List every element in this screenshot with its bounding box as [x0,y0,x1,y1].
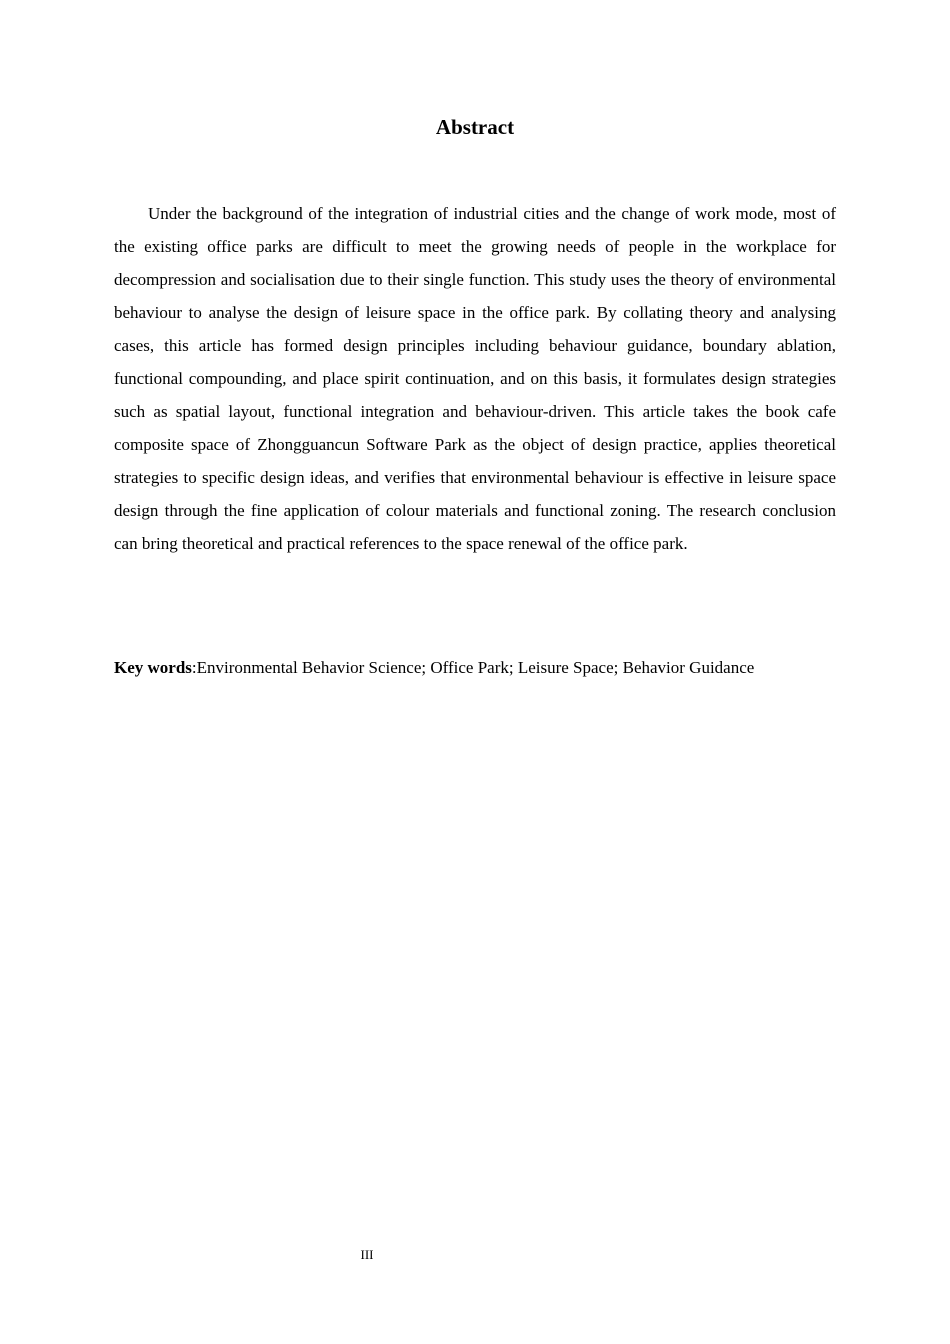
keywords-text: Environmental Behavior Science; Office Park; Leisure Space; Behavior Guidance [196,658,755,677]
keywords-label: Key words [114,658,192,677]
abstract-paragraph: Under the background of the integration of industrial cities and the change of work mode, most of the existing office parks are difficult to meet the growing needs of people in the workplace for decompression and socialisation due to their single function. This study uses the theory of environmental behaviour to analyse the design of leisure space in the office park. By collating theory and analysing cases, this article has formed design principles including behaviour guidance, boundary ablation, functional compounding, and place spirit continuation, and on this basis, it formulates design strategies such as spatial layout, functional integration and behaviour-driven. This article takes the book cafe composite space of Zhongguancun Software Park as the object of design practice, applies theoretical strategies to specific design ideas, and verifies that environmental behaviour is effective in leisure space design through the fine application of colour materials and functional zoning. The research conclusion can bring theoretical and practical references to the space renewal of the office park. [114,204,836,553]
keywords-separator: : [191,658,197,677]
keywords-line [114,656,836,679]
page-number: III [360,1247,374,1262]
page-title: Abstract [435,115,515,139]
